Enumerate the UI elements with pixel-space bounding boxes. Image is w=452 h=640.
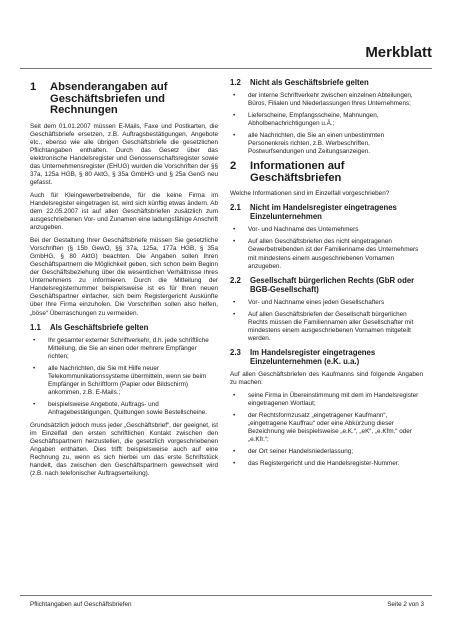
- gbr-list: [230, 299, 423, 343]
- bullet-icon: •: [233, 391, 236, 399]
- section-2-heading: 2 Informationen auf Geschäftsbriefen: [230, 160, 345, 184]
- list-item: • Auf allen Geschäftsbriefen der Gesellschaft bürgerlichen Rechts müssen die Familiennamen aller Gesellschafter mit mindestens einem ausgeschriebenen Vornamen mitgeteilt werden.: [230, 311, 423, 343]
- list-item: • alle Nachrichten, die Sie an einen unbestimmten Personenkreis richten, z.B. Werbeschriften, Postwurfsendungen und Zeitungsanzeigen.: [230, 132, 423, 156]
- bullet-icon: •: [33, 400, 36, 408]
- grundsaetzlich-paragraph: Grundsätzlich jedoch muss jeder „Geschäftsbrief“, der geeignet, ist im Einzelfall den ersten schriftlichen Kontakt zwischen den Geschäftspartnern herzustellen, die gesetzlich vorgeschriebenen Angaben enthalten. Dies trifft beispielsweise auch auf eine Rechnung zu, wenn es sich hierbei um das erste Schriftstück handelt, das zwischen den Geschäftspartnern gewechselt wird (z.B. nach telefonischer Auftragserteilung).: [30, 422, 218, 478]
- section-1-heading: 1 Absenderangaben auf Geschäftsbriefen und Rechnungen: [30, 81, 168, 116]
- bullet-icon: •: [233, 92, 236, 99]
- list-item: • Auf allen Geschäftsbriefen des nicht eingetragenen Gewerbetreibenden ist der Familienname des Unternehmers mit mindestens einem ausgeschriebenen Vornamen anzugeben.: [230, 238, 423, 270]
- document-title: Merkblatt: [365, 44, 432, 61]
- footer-rule: [20, 595, 432, 596]
- bullet-icon: •: [233, 460, 236, 468]
- list-item: • alle Nachrichten, die Sie mit Hilfe neuer Telekommunikationssysteme übermitteln, wenn sie beim Empfänger in Schriftform (Papier oder Bildschirm) ankommen, z.B. E-Mails.;: [30, 365, 218, 397]
- section-2-3-intro: Auf allen Geschäftsbriefen des Kaufmanns sind folgende Angaben zu machen:: [230, 370, 423, 386]
- page-number: Seite 2 von 3: [387, 601, 424, 608]
- vorschriften-paragraph: Bei der Gestaltung Ihrer Geschäftsbriefe müssen Sie gesetzliche Vorschriften (§ 15b GewO, §§ 37a, 125a, 177a HGB, § 35a GmbHG, § 80 AktG) beachten. Die Angaben sollen Ihren Geschäftspartnern die Möglichkeit geben, sich schon beim Beginn der Geschäftsbeziehung über die wesentlichen Verhältnisse Ihres Unternehmens zu informieren. Durch die Mitteilung der Handelsregisternummer beispielsweise ist es für Ihren neuen Geschäftspartner einfacher, sich beim Registergericht Auskünfte über Ihre Firma einzuholen. Die Vorschriften sollen also helfen, „böse“ Überraschungen zu vermeiden.: [30, 237, 218, 317]
- footer-title: Pflichtangaben auf Geschäftsbriefen: [30, 601, 132, 608]
- geschaeftsbriefe-list: [30, 337, 218, 417]
- bullet-icon: •: [233, 412, 236, 420]
- intro-paragraph: Seit dem 01.01.2007 müssen E-Mails, Faxe und Postkarten, die Geschäftsbriefe ersetzen, z.B. Auftragsbestätigungen, Angebote etc., ebenso wie alle übrigen Geschäftsbriefe die gesetzlichen Pflichtangaben enthalten. Durch das Gesetz über das elektronische Handelsregister und Genossenschaftsregister sowie das Unternehmensregister (EHUG) wurden die Vorschriften der §§ 37a, 125a HGB, § 80 AktG, § 35a GmbHG und § 25a GenG neu gefasst.: [30, 122, 218, 186]
- section-2-2-heading: 2.2 Gesellschaft bürgerlichen Rechts (GbR oder BGB-Gesellschaft): [230, 275, 415, 294]
- bullet-icon: •: [233, 238, 236, 246]
- list-item: • beispielsweise Angebote, Auftrags- und Anfragebestätigungen, Quittungen sowie Bestellscheine.: [30, 401, 218, 417]
- section-2-3-heading: 2.3 Im Handelsregister eingetragenes Einzelunternehmen (e.K. u.a.): [230, 347, 376, 366]
- list-item: • Vor- und Nachname eines jeden Gesellschafters: [230, 299, 423, 307]
- list-item: • seine Firma in Übereinstimmung mit dem im Handelsregister eingetragenen Wortlaut;: [230, 392, 423, 408]
- section-2-1-heading: 2.1 Nicht im Handelsregister eingetragenes Einzelunternehmen: [230, 203, 397, 222]
- list-item: • der interne Schriftverkehr zwischen einzelnen Abteilungen, Büros, Filialen und Niederlassungen Ihres Unternehmens;: [230, 92, 423, 108]
- einzelunternehmen-list: [230, 226, 423, 270]
- list-item: • der Ort seiner Handelsniederlassung;: [230, 448, 423, 456]
- kaufmann-list: [230, 392, 423, 468]
- section-1-1-heading: 1.1 Als Geschäftsbriefe gelten: [30, 322, 149, 332]
- bullet-icon: •: [233, 112, 236, 120]
- list-item: • das Registergericht und die Handelsregister-Nummer.: [230, 460, 423, 468]
- bullet-icon: •: [233, 448, 236, 456]
- section-2-intro: Welche Informationen sind im Einzelfall vorgeschrieben?: [230, 190, 390, 198]
- list-item: • Ihr gesamter externer Schriftverkehr, d.h. jede schriftliche Mitteilung, die Sie an einen oder mehrere Empfänger richten;: [30, 337, 218, 361]
- nicht-geschaeftsbriefe-list: [230, 92, 423, 156]
- list-item: • Vor- und Nachname des Unternehmers: [230, 226, 423, 234]
- section-1-2-heading: 1.2 Nicht als Geschäftsbriefe gelten: [230, 78, 369, 87]
- bullet-icon: •: [233, 310, 236, 318]
- bullet-icon: •: [233, 226, 236, 234]
- right-column: [230, 78, 423, 473]
- bullet-icon: •: [233, 298, 236, 306]
- bullet-icon: •: [233, 132, 236, 140]
- list-item: • der Rechtsformzusatz „eingetragener Kaufmann“, „eingetragene Kauffrau“ oder eine Abkürzung dieser Bezeichnung wie beispielsweise „e.K.“, „eK“, „e.Kfm.“ oder „e.Kfr.“;: [230, 412, 423, 444]
- bullet-icon: •: [33, 336, 36, 344]
- header-rule: [20, 68, 432, 69]
- list-item: • Lieferscheine, Empfangsscheine, Mahnungen, Abholbenachrichtigungen u.Ä.;: [230, 112, 423, 128]
- kleingewerbe-paragraph: Auch für Kleingewerbetreibende, für die keine Firma im Handelsregister eingetragen ist, wird sich künftig etwas ändern. Ab dem 22.05.2007 ist auf allen Geschäftsbriefen zusätzlich zum ausgeschriebenen Vor- und Zunamen eine ladungsfähige Anschrift anzugeben.: [30, 191, 218, 232]
- left-column: [30, 78, 218, 483]
- bullet-icon: •: [33, 364, 36, 372]
